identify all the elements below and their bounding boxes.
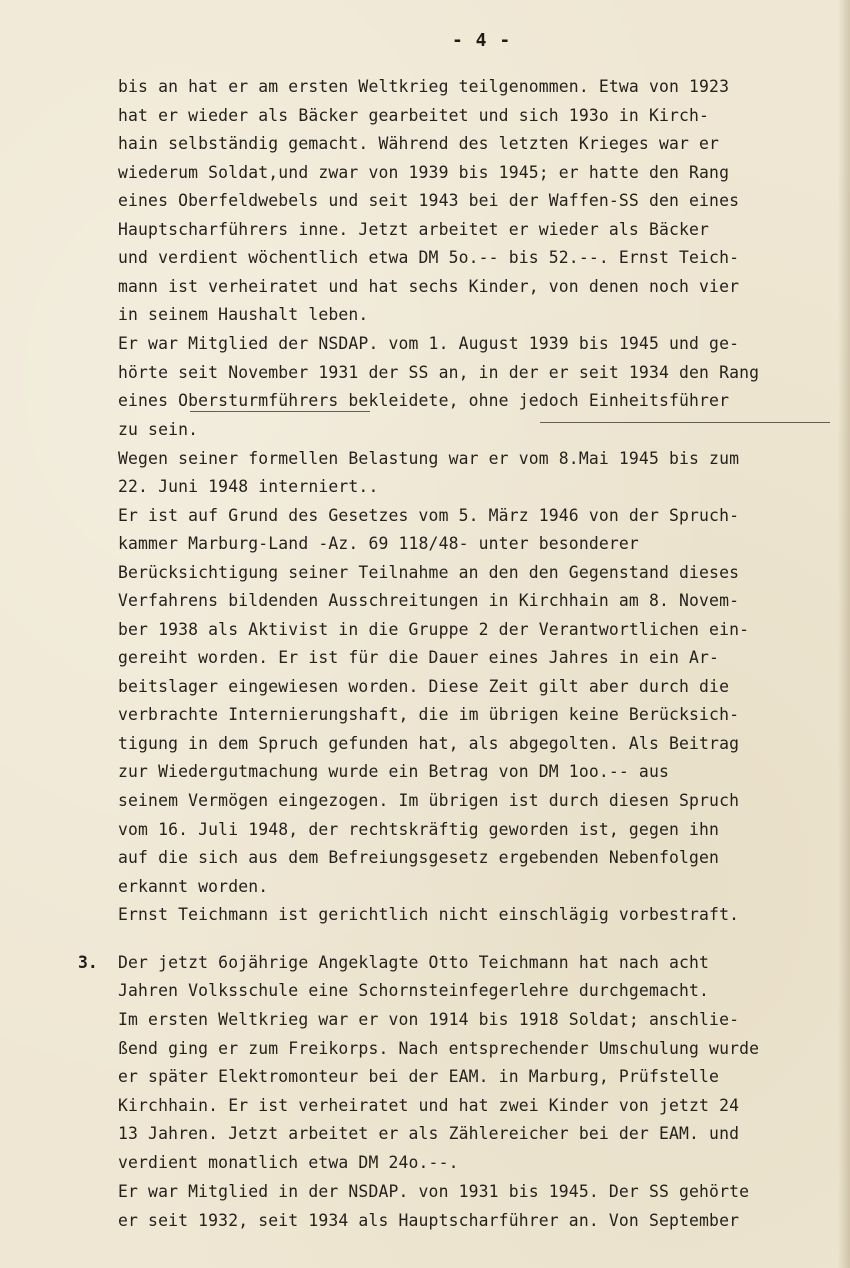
text-line: Wegen seiner formellen Belastung war er vom 8.Mai 1945 bis zum	[118, 449, 740, 468]
text-line: Kirchhain. Er ist verheiratet und hat zwei Kinder von jetzt 24	[118, 1096, 740, 1115]
text-line: erkannt worden.	[118, 877, 269, 896]
text-line: hat er wieder als Bäcker gearbeitet und sich 193o in Kirch-	[118, 106, 710, 125]
text-line: Verfahrens bildenden Ausschreitungen in Kirchhain am 8. Novem-	[118, 591, 740, 610]
text-line: er später Elektromonteur bei der EAM. in Marburg, Prüfstelle	[118, 1067, 720, 1086]
text-line: zur Wiedergutmachung wurde ein Betrag von DM 1oo.-- aus	[118, 762, 669, 781]
text-line: Hauptscharführers inne. Jetzt arbeitet er wieder als Bäcker	[118, 220, 710, 239]
text-line: vom 16. Juli 1948, der rechtskräftig geworden ist, gegen ihn	[118, 820, 720, 839]
handwritten-underline	[540, 422, 830, 423]
text-line: ßend ging er zum Freikorps. Nach entsprechender Umschulung wurde	[118, 1039, 760, 1058]
text-line: er seit 1932, seit 1934 als Hauptscharführer an. Von September	[118, 1211, 740, 1230]
section-number: 3.	[78, 953, 98, 972]
text-line: eines Obersturmführers bekleidete, ohne jedoch Einheitsführer	[118, 391, 730, 410]
text-line: bis an hat er am ersten Weltkrieg teilgenommen. Etwa von 1923	[118, 77, 730, 96]
text-line: Er war Mitglied in der NSDAP. von 1931 bis 1945. Der SS gehörte	[118, 1182, 750, 1201]
text-line: Im ersten Weltkrieg war er von 1914 bis 1918 Soldat; anschlie-	[118, 1010, 740, 1029]
page-number: - 4 -	[452, 30, 512, 51]
page-edge-shadow	[838, 0, 850, 1268]
text-line: kammer Marburg-Land -Az. 69 118/48- unter besonderer	[118, 534, 639, 553]
text-line: Er war Mitglied der NSDAP. vom 1. August 1939 bis 1945 und ge-	[118, 334, 740, 353]
text-line: mann ist verheiratet und hat sechs Kinder, von denen noch vier	[118, 277, 740, 296]
text-line: in seinem Haushalt leben.	[118, 305, 369, 324]
text-line: gereiht worden. Er ist für die Dauer eines Jahres in ein Ar-	[118, 648, 720, 667]
text-line: Jahren Volksschule eine Schornsteinfegerlehre durchgemacht.	[118, 981, 710, 1000]
text-line: Berücksichtigung seiner Teilnahme an den den Gegenstand dieses	[118, 563, 740, 582]
text-line: seinem Vermögen eingezogen. Im übrigen ist durch diesen Spruch	[118, 791, 740, 810]
text-line: verbrachte Internierungshaft, die im übrigen keine Berücksich-	[118, 705, 740, 724]
text-line: wiederum Soldat,und zwar von 1939 bis 1945; er hatte den Rang	[118, 163, 730, 182]
text-line: zu sein.	[118, 420, 199, 439]
text-line: ber 1938 als Aktivist in die Gruppe 2 der Verantwortlichen ein-	[118, 620, 750, 639]
text-line: beitslager eingewiesen worden. Diese Zeit gilt aber durch die	[118, 677, 730, 696]
text-line: 13 Jahren. Jetzt arbeitet er als Zählereicher bei der EAM. und	[118, 1124, 740, 1143]
text-line: Er ist auf Grund des Gesetzes vom 5. März 1946 von der Spruch-	[118, 506, 740, 525]
text-line: verdient monatlich etwa DM 24o.--.	[118, 1153, 459, 1172]
text-line: hain selbständig gemacht. Während des letzten Krieges war er	[118, 134, 720, 153]
text-line: eines Oberfeldwebels und seit 1943 bei der Waffen-SS den eines	[118, 191, 740, 210]
text-line: hörte seit November 1931 der SS an, in der er seit 1934 den Rang	[118, 363, 760, 382]
text-line: auf die sich aus dem Befreiungsgesetz ergebenden Nebenfolgen	[118, 848, 720, 867]
handwritten-underline	[190, 411, 370, 412]
text-line: tigung in dem Spruch gefunden hat, als abgegolten. Als Beitrag	[118, 734, 740, 753]
text-line: und verdient wöchentlich etwa DM 5o.-- bis 52.--. Ernst Teich-	[118, 248, 740, 267]
text-line: Der jetzt 6ojährige Angeklagte Otto Teichmann hat nach acht	[118, 953, 710, 972]
text-line: Ernst Teichmann ist gerichtlich nicht einschlägig vorbestraft.	[118, 905, 740, 924]
text-line: 22. Juni 1948 interniert..	[118, 477, 379, 496]
